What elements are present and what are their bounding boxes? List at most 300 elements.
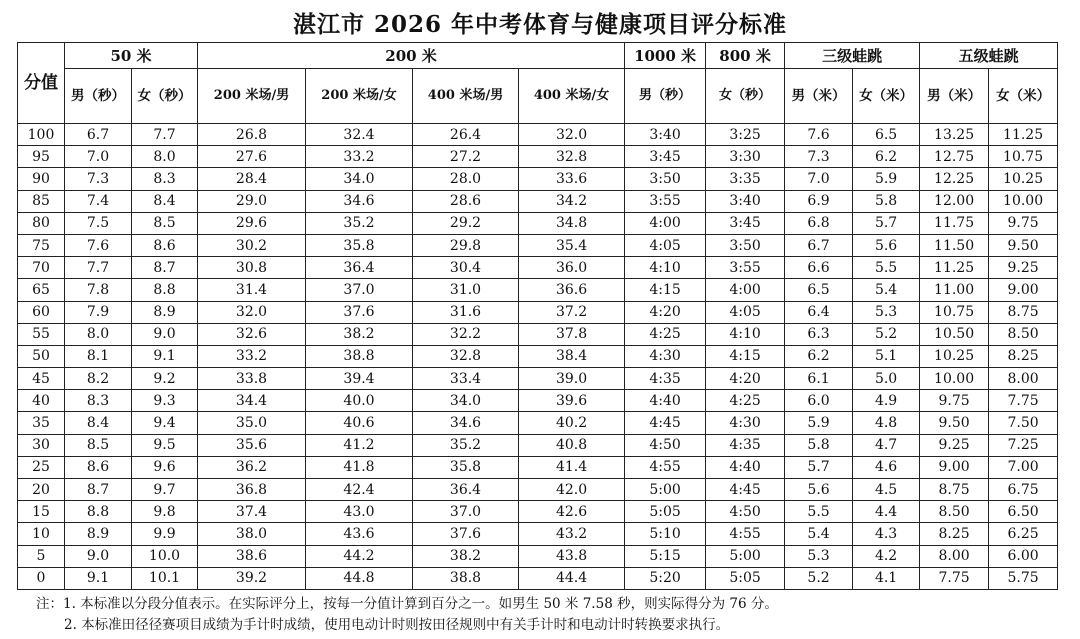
subcol-header: 女（米）: [989, 69, 1058, 124]
table-cell: 4:00: [706, 279, 785, 301]
subcol-header: 女（米）: [853, 69, 920, 124]
score-cell: 75: [18, 234, 65, 256]
table-cell: 6.3: [785, 323, 853, 345]
table-cell: 6.2: [853, 146, 920, 168]
table-row: [18, 345, 1058, 367]
table-cell: 9.2: [132, 368, 198, 390]
table-cell: 41.4: [519, 456, 625, 478]
table-cell: 4.4: [853, 501, 920, 523]
table-row: [18, 501, 1058, 523]
table-cell: 38.2: [413, 545, 519, 567]
score-cell: 80: [18, 212, 65, 234]
table-cell: 8.0: [132, 146, 198, 168]
table-cell: 7.3: [785, 146, 853, 168]
table-cell: 36.0: [519, 257, 625, 279]
table-cell: 4:00: [625, 212, 706, 234]
table-cell: 11.75: [920, 212, 989, 234]
table-cell: 7.5: [65, 212, 132, 234]
table-cell: 38.2: [306, 323, 413, 345]
table-cell: 10.0: [132, 545, 198, 567]
table-cell: 4.9: [853, 390, 920, 412]
table-cell: 7.7: [65, 257, 132, 279]
table-cell: 4:55: [706, 523, 785, 545]
table-cell: 36.4: [413, 479, 519, 501]
table-cell: 8.8: [65, 501, 132, 523]
table-cell: 4:45: [706, 479, 785, 501]
table-cell: 7.8: [65, 279, 132, 301]
table-cell: 38.4: [519, 345, 625, 367]
table-cell: 6.75: [989, 479, 1058, 501]
score-cell: 20: [18, 479, 65, 501]
score-column-header: 分值: [18, 43, 65, 124]
table-cell: 8.5: [65, 434, 132, 456]
score-cell: 45: [18, 368, 65, 390]
table-cell: 34.8: [519, 212, 625, 234]
table-cell: 7.75: [920, 567, 989, 589]
table-cell: 5:05: [625, 501, 706, 523]
table-row: [18, 212, 1058, 234]
table-row: [18, 412, 1058, 434]
table-cell: 4:55: [625, 456, 706, 478]
table-cell: 39.4: [306, 368, 413, 390]
table-cell: 37.0: [306, 279, 413, 301]
table-cell: 35.8: [413, 456, 519, 478]
table-cell: 26.8: [198, 124, 306, 146]
table-cell: 9.75: [989, 212, 1058, 234]
table-cell: 32.6: [198, 323, 306, 345]
table-cell: 7.6: [785, 124, 853, 146]
table-cell: 7.75: [989, 390, 1058, 412]
table-cell: 31.6: [413, 301, 519, 323]
table-row: [18, 190, 1058, 212]
table-cell: 42.6: [519, 501, 625, 523]
table-cell: 36.2: [198, 456, 306, 478]
subcol-header: 男（米）: [920, 69, 989, 124]
table-cell: 9.00: [989, 279, 1058, 301]
table-cell: 6.6: [785, 257, 853, 279]
table-cell: 4.1: [853, 567, 920, 589]
table-cell: 6.2: [785, 345, 853, 367]
table-cell: 11.00: [920, 279, 989, 301]
table-cell: 6.5: [785, 279, 853, 301]
footnote-1: 注：1. 本标准以分段分值表示。在实际评分上，按每一分值计算到百分之一。如男生 50 米 7.58 秒，则实际得分为 76 分。: [36, 596, 778, 612]
table-cell: 40.0: [306, 390, 413, 412]
table-cell: 6.7: [65, 124, 132, 146]
table-cell: 33.8: [198, 368, 306, 390]
table-cell: 8.25: [920, 523, 989, 545]
table-cell: 8.9: [132, 301, 198, 323]
table-cell: 42.0: [519, 479, 625, 501]
table-cell: 32.0: [519, 124, 625, 146]
table-cell: 28.0: [413, 168, 519, 190]
table-cell: 30.8: [198, 257, 306, 279]
table-cell: 9.9: [132, 523, 198, 545]
table-cell: 8.7: [132, 257, 198, 279]
table-cell: 5.6: [785, 479, 853, 501]
table-cell: 28.4: [198, 168, 306, 190]
table-row: [18, 523, 1058, 545]
table-cell: 5:00: [706, 545, 785, 567]
table-cell: 30.2: [198, 234, 306, 256]
table-cell: 7.00: [989, 456, 1058, 478]
table-cell: 27.6: [198, 146, 306, 168]
table-cell: 7.25: [989, 434, 1058, 456]
table-cell: 35.2: [306, 212, 413, 234]
table-cell: 7.50: [989, 412, 1058, 434]
table-cell: 32.8: [413, 345, 519, 367]
table-cell: 8.00: [989, 368, 1058, 390]
table-cell: 11.25: [920, 257, 989, 279]
table-cell: 5.6: [853, 234, 920, 256]
table-cell: 8.50: [920, 501, 989, 523]
table-cell: 26.4: [413, 124, 519, 146]
score-cell: 35: [18, 412, 65, 434]
table-row: [18, 257, 1058, 279]
table-cell: 9.8: [132, 501, 198, 523]
document-title: 湛江市 2026 年中考体育与健康项目评分标准: [292, 11, 788, 38]
score-cell: 95: [18, 146, 65, 168]
table-cell: 5.9: [785, 412, 853, 434]
table-cell: 4.5: [853, 479, 920, 501]
table-cell: 9.1: [65, 567, 132, 589]
table-row: [18, 168, 1058, 190]
table-cell: 33.6: [519, 168, 625, 190]
table-cell: 11.50: [920, 234, 989, 256]
table-cell: 27.2: [413, 146, 519, 168]
table-row: [18, 146, 1058, 168]
table-cell: 9.50: [920, 412, 989, 434]
table-cell: 5:20: [625, 567, 706, 589]
table-cell: 4:10: [706, 323, 785, 345]
table-cell: 6.00: [989, 545, 1058, 567]
table-cell: 9.1: [132, 345, 198, 367]
table-cell: 8.0: [65, 323, 132, 345]
table-cell: 7.7: [132, 124, 198, 146]
table-cell: 35.0: [198, 412, 306, 434]
table-cell: 29.6: [198, 212, 306, 234]
table-cell: 40.6: [306, 412, 413, 434]
table-cell: 5:10: [625, 523, 706, 545]
table-cell: 4:10: [625, 257, 706, 279]
table-cell: 4:40: [706, 456, 785, 478]
table-cell: 9.4: [132, 412, 198, 434]
table-cell: 12.25: [920, 168, 989, 190]
table-cell: 4:30: [625, 345, 706, 367]
table-cell: 34.4: [198, 390, 306, 412]
table-cell: 41.2: [306, 434, 413, 456]
table-cell: 39.2: [198, 567, 306, 589]
score-cell: 40: [18, 390, 65, 412]
table-cell: 3:50: [706, 234, 785, 256]
table-cell: 29.0: [198, 190, 306, 212]
table-cell: 12.00: [920, 190, 989, 212]
table-cell: 8.5: [132, 212, 198, 234]
score-cell: 70: [18, 257, 65, 279]
table-row: [18, 434, 1058, 456]
table-cell: 33.2: [306, 146, 413, 168]
table-cell: 8.4: [132, 190, 198, 212]
table-cell: 44.4: [519, 567, 625, 589]
subcol-header: 400 米场/男: [413, 69, 519, 124]
table-cell: 6.1: [785, 368, 853, 390]
table-cell: 9.25: [920, 434, 989, 456]
group-header-1000m: 1000 米: [625, 43, 706, 69]
table-cell: 10.50: [920, 323, 989, 345]
table-cell: 4:05: [625, 234, 706, 256]
table-cell: 5:15: [625, 545, 706, 567]
footnotes: [36, 594, 778, 636]
group-header-200m: 200 米: [198, 43, 625, 69]
table-row: [18, 368, 1058, 390]
subcol-header: 男（秒）: [625, 69, 706, 124]
table-cell: 31.4: [198, 279, 306, 301]
table-cell: 4:25: [625, 323, 706, 345]
table-cell: 32.8: [519, 146, 625, 168]
table-cell: 33.2: [198, 345, 306, 367]
subcol-header: 200 米场/女: [306, 69, 413, 124]
table-cell: 9.5: [132, 434, 198, 456]
score-cell: 55: [18, 323, 65, 345]
score-cell: 50: [18, 345, 65, 367]
table-cell: 4.7: [853, 434, 920, 456]
table-cell: 9.6: [132, 456, 198, 478]
table-cell: 31.0: [413, 279, 519, 301]
table-cell: 28.6: [413, 190, 519, 212]
table-row: [18, 323, 1058, 345]
table-cell: 35.2: [413, 434, 519, 456]
table-cell: 41.8: [306, 456, 413, 478]
table-cell: 4:15: [625, 279, 706, 301]
table-cell: 3:45: [706, 212, 785, 234]
table-cell: 8.1: [65, 345, 132, 367]
table-cell: 8.4: [65, 412, 132, 434]
table-cell: 8.9: [65, 523, 132, 545]
table-cell: 5.4: [853, 279, 920, 301]
table-cell: 5:05: [706, 567, 785, 589]
table-cell: 9.00: [920, 456, 989, 478]
table-cell: 7.0: [785, 168, 853, 190]
score-cell: 65: [18, 279, 65, 301]
table-cell: 6.9: [785, 190, 853, 212]
table-cell: 8.50: [989, 323, 1058, 345]
table-cell: 35.8: [306, 234, 413, 256]
score-cell: 60: [18, 301, 65, 323]
table-cell: 3:50: [625, 168, 706, 190]
table-row: [18, 279, 1058, 301]
table-cell: 3:35: [706, 168, 785, 190]
table-cell: 32.4: [306, 124, 413, 146]
table-cell: 3:40: [706, 190, 785, 212]
table-cell: 10.25: [920, 345, 989, 367]
table-cell: 34.2: [519, 190, 625, 212]
table-cell: 30.4: [413, 257, 519, 279]
group-header-five-frog-jump: 五级蛙跳: [920, 43, 1058, 69]
table-cell: 9.0: [132, 323, 198, 345]
scoring-table: [17, 42, 1058, 590]
table-cell: 37.2: [519, 301, 625, 323]
score-cell: 0: [18, 567, 65, 589]
table-cell: 40.8: [519, 434, 625, 456]
table-cell: 12.75: [920, 146, 989, 168]
table-cell: 4:30: [706, 412, 785, 434]
table-cell: 13.25: [920, 124, 989, 146]
table-cell: 6.25: [989, 523, 1058, 545]
table-cell: 5.4: [785, 523, 853, 545]
table-cell: 9.50: [989, 234, 1058, 256]
table-cell: 33.4: [413, 368, 519, 390]
table-cell: 10.75: [920, 301, 989, 323]
table-cell: 6.5: [853, 124, 920, 146]
score-cell: 25: [18, 456, 65, 478]
table-cell: 4:50: [706, 501, 785, 523]
table-cell: 9.3: [132, 390, 198, 412]
table-cell: 32.2: [413, 323, 519, 345]
table-cell: 36.4: [306, 257, 413, 279]
table-cell: 35.6: [198, 434, 306, 456]
table-cell: 34.6: [306, 190, 413, 212]
table-row: [18, 567, 1058, 589]
table-cell: 34.6: [413, 412, 519, 434]
table-cell: 37.6: [413, 523, 519, 545]
table-cell: 3:40: [625, 124, 706, 146]
table-cell: 5.3: [853, 301, 920, 323]
table-cell: 9.7: [132, 479, 198, 501]
table-cell: 43.2: [519, 523, 625, 545]
table-row: [18, 479, 1058, 501]
table-cell: 7.6: [65, 234, 132, 256]
table-cell: 40.2: [519, 412, 625, 434]
subcol-header: 男（米）: [785, 69, 853, 124]
table-cell: 38.0: [198, 523, 306, 545]
group-header-50m: 50 米: [65, 43, 198, 69]
table-cell: 9.0: [65, 545, 132, 567]
table-cell: 6.0: [785, 390, 853, 412]
table-row: [18, 301, 1058, 323]
score-cell: 10: [18, 523, 65, 545]
table-cell: 5.7: [853, 212, 920, 234]
table-row: [18, 124, 1058, 146]
table-cell: 6.8: [785, 212, 853, 234]
group-header-800m: 800 米: [706, 43, 785, 69]
table-cell: 8.6: [132, 234, 198, 256]
table-cell: 37.0: [413, 501, 519, 523]
table-cell: 43.6: [306, 523, 413, 545]
table-cell: 4:20: [706, 368, 785, 390]
subcol-header: 女（秒）: [706, 69, 785, 124]
table-cell: 10.25: [989, 168, 1058, 190]
table-cell: 3:55: [625, 190, 706, 212]
table-cell: 3:55: [706, 257, 785, 279]
subcol-header: 男（秒）: [65, 69, 132, 124]
table-cell: 44.2: [306, 545, 413, 567]
table-cell: 36.8: [198, 479, 306, 501]
table-cell: 9.25: [989, 257, 1058, 279]
table-cell: 5:00: [625, 479, 706, 501]
table-cell: 34.0: [306, 168, 413, 190]
table-cell: 3:30: [706, 146, 785, 168]
table-cell: 4.6: [853, 456, 920, 478]
subcol-header: 400 米场/女: [519, 69, 625, 124]
score-cell: 85: [18, 190, 65, 212]
table-cell: 44.8: [306, 567, 413, 589]
table-cell: 6.4: [785, 301, 853, 323]
table-cell: 5.8: [785, 434, 853, 456]
score-cell: 15: [18, 501, 65, 523]
table-cell: 39.6: [519, 390, 625, 412]
table-cell: 8.7: [65, 479, 132, 501]
footnote-2: 2. 本标准田径径赛项目成绩为手计时成绩，使用电动计时则按田径规则中有关手计时和电动计时转换要求执行。: [64, 617, 730, 633]
table-cell: 9.75: [920, 390, 989, 412]
table-cell: 3:25: [706, 124, 785, 146]
score-cell: 5: [18, 545, 65, 567]
table-cell: 3:45: [625, 146, 706, 168]
table-cell: 8.3: [65, 390, 132, 412]
table-cell: 5.9: [853, 168, 920, 190]
table-cell: 37.4: [198, 501, 306, 523]
table-cell: 7.4: [65, 190, 132, 212]
table-cell: 5.7: [785, 456, 853, 478]
table-cell: 5.75: [989, 567, 1058, 589]
table-cell: 8.00: [920, 545, 989, 567]
table-cell: 7.3: [65, 168, 132, 190]
table-cell: 38.8: [413, 567, 519, 589]
table-cell: 36.6: [519, 279, 625, 301]
table-cell: 8.75: [920, 479, 989, 501]
table-cell: 42.4: [306, 479, 413, 501]
table-cell: 10.00: [920, 368, 989, 390]
table-cell: 7.0: [65, 146, 132, 168]
table-cell: 37.6: [306, 301, 413, 323]
table-row: [18, 456, 1058, 478]
table-cell: 29.2: [413, 212, 519, 234]
table-cell: 4.8: [853, 412, 920, 434]
table-cell: 5.5: [785, 501, 853, 523]
table-cell: 5.1: [853, 345, 920, 367]
table-row: [18, 390, 1058, 412]
table-cell: 4:35: [625, 368, 706, 390]
table-cell: 4:45: [625, 412, 706, 434]
table-cell: 8.2: [65, 368, 132, 390]
table-cell: 4:50: [625, 434, 706, 456]
table-cell: 32.0: [198, 301, 306, 323]
table-cell: 4:40: [625, 390, 706, 412]
table-cell: 8.8: [132, 279, 198, 301]
table-cell: 39.0: [519, 368, 625, 390]
table-cell: 10.75: [989, 146, 1058, 168]
table-cell: 4:15: [706, 345, 785, 367]
table-cell: 43.8: [519, 545, 625, 567]
table-cell: 4.3: [853, 523, 920, 545]
table-cell: 10.1: [132, 567, 198, 589]
table-cell: 5.3: [785, 545, 853, 567]
table-cell: 8.3: [132, 168, 198, 190]
table-cell: 5.2: [785, 567, 853, 589]
table-cell: 38.6: [198, 545, 306, 567]
score-cell: 100: [18, 124, 65, 146]
table-cell: 29.8: [413, 234, 519, 256]
table-cell: 7.9: [65, 301, 132, 323]
table-cell: 8.6: [65, 456, 132, 478]
table-cell: 4:35: [706, 434, 785, 456]
table-cell: 4:20: [625, 301, 706, 323]
table-body: [18, 124, 1058, 590]
table-cell: 8.25: [989, 345, 1058, 367]
table-cell: 43.0: [306, 501, 413, 523]
table-cell: 5.5: [853, 257, 920, 279]
table-cell: 4.2: [853, 545, 920, 567]
table-cell: 6.50: [989, 501, 1058, 523]
table-cell: 5.2: [853, 323, 920, 345]
